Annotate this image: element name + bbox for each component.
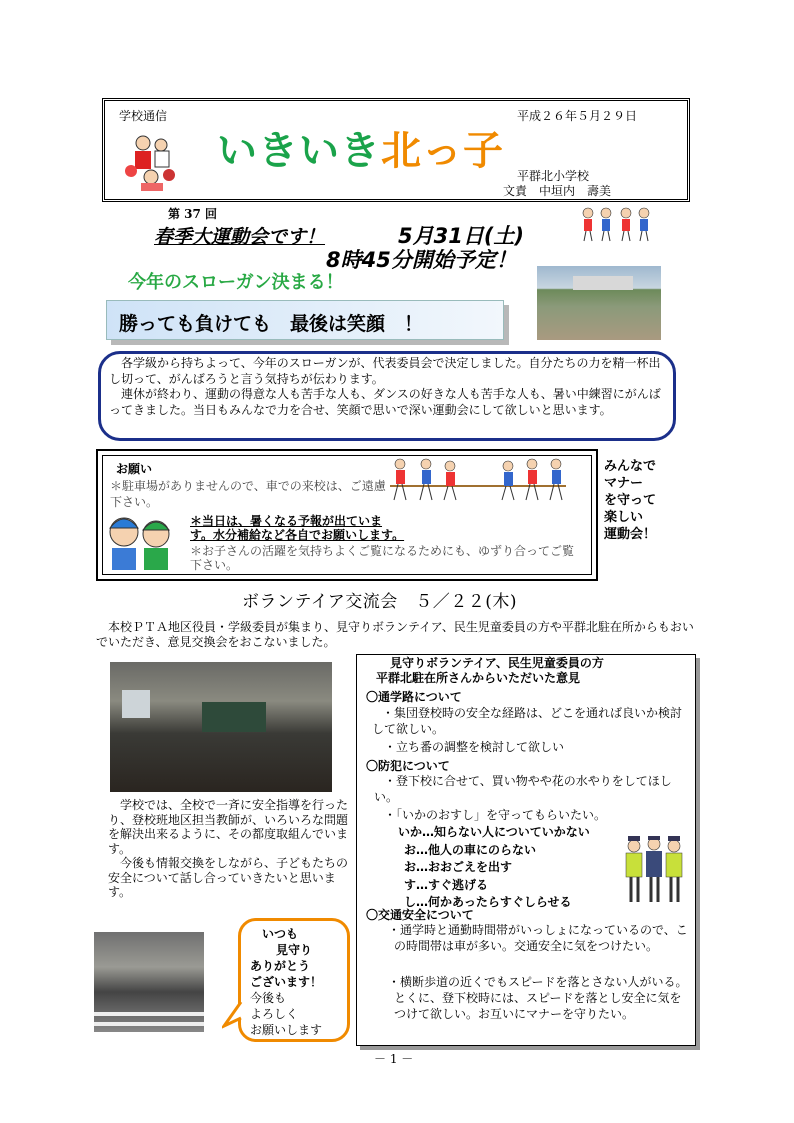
side-message-line: みんなで <box>604 459 657 474</box>
opinion-heading-traffic: 〇交通安全について <box>366 908 474 922</box>
page-number: － 1 － <box>374 1052 414 1066</box>
school-name: 平群北小学校 <box>517 169 590 183</box>
police-volunteers-icon <box>620 836 690 908</box>
school-news-label: 学校通信 <box>119 109 168 123</box>
request-item-share: ＊お子さんの活躍を気持ちよくご覧になるためにも、ゆずり合ってご覧下さい。 <box>190 544 575 572</box>
intro-paragraph-2: 連休が終わり、運動の得意な人も苦手な人も、ダンスの好きな人も苦手な人も、暑い中練習にがんばってきました。当日もみんなで力を合せ、笑顔で思いで深い運動会にして欲しいと思います。 <box>109 387 661 417</box>
request-item-heat <box>190 514 595 542</box>
opinion-traffic-1: ・通学時と通勤時間帯がいっしょになっているので、この時間帯は車が多い。交通安全に気をつけたい。 <box>388 923 688 953</box>
thanks-line: 今後も <box>250 991 287 1005</box>
newsletter-header <box>102 98 690 202</box>
event-time: 8時45分開始予定！ <box>326 248 517 272</box>
title-part-1: いきいき <box>217 128 381 174</box>
event-title: 春季大運動会です！ <box>154 226 326 248</box>
side-message-line: 楽しい <box>604 510 644 525</box>
ika-line: お…他人の車にのらない <box>404 842 537 857</box>
volunteer-body <box>108 798 350 900</box>
intro-paragraph-1: 各学級から持ちよって、今年のスローガンが、代表委員会で決定しました。自分たちの力を精一杯出し切って、がんばろうと言う気持ちが伝わります。 <box>109 356 661 386</box>
opinion-route-2: ・立ち番の調整を検討して欲しい <box>384 740 565 754</box>
event-date: 5月31日(土) <box>398 224 525 248</box>
ika-line: し…何かあったらすぐしらせる <box>404 895 572 909</box>
tug-of-war-icon <box>386 456 570 506</box>
ikanoosushi-list <box>398 824 590 912</box>
kids-drinking-icon <box>104 510 180 572</box>
side-message-line: マナー <box>604 476 644 491</box>
newsletter-title <box>217 119 504 176</box>
opinions-title-line-1: 見守りボランテイア、民生児童委員の方 <box>390 656 604 670</box>
side-message <box>604 458 656 543</box>
cheering-kids-icon <box>578 205 654 245</box>
issue-date: 平成２６年５月２９日 <box>517 109 638 123</box>
opinion-heading-route: 〇通学路について <box>366 690 462 704</box>
opinion-route-1: ・集団登校時の安全な経路は、どこを通れば良いか検討して欲しい。 <box>372 706 683 736</box>
opinions-title <box>376 656 604 686</box>
author-credit: 文責 中垣内 壽美 <box>503 184 612 198</box>
issue-number: 第 37 回 <box>168 207 218 221</box>
request-title: お願い <box>116 462 153 476</box>
sports-practice-photo <box>537 266 661 340</box>
slogan-heading: 今年のスローガン決まる！ <box>128 272 344 293</box>
ika-line: いか…知らない人についていかない <box>398 825 590 839</box>
side-message-line: を守って <box>604 493 657 508</box>
thanks-message <box>250 926 322 1038</box>
intro-text <box>109 356 669 418</box>
ika-line: す…すぐ逃げる <box>404 877 489 892</box>
heat-warning-line-1: ＊当日は、暑くなる予報が出ていま <box>190 514 383 528</box>
thanks-line: 見守り <box>276 943 313 957</box>
side-message-line: 運動会！ <box>604 527 657 542</box>
ika-line: お…おおごえを出す <box>404 860 513 874</box>
thanks-line: お願いします <box>250 1023 323 1037</box>
volunteer-intro: 本校ＰＴＡ地区役員・学級委員が集まり、見守りボランテイア、民生児童委員の方や平群北駐在所からもおいでいただき、意見交換会をおこないました。 <box>96 620 694 649</box>
thanks-line: ございます！ <box>250 975 323 989</box>
intro-box <box>98 351 676 441</box>
speech-bubble-tail-icon <box>222 1000 244 1030</box>
slogan-banner <box>106 300 504 340</box>
thanks-line: いつも <box>262 927 299 941</box>
opinion-crime-1: ・登下校に合せて、買い物やや花の水やりをしてほしい。 <box>374 774 672 804</box>
opinion-traffic-2: ・横断歩道の近くでもスピードを落とさない人がいる。とくに、登下校時には、スピードを落とし安全に気をつけて欲しい。お互いにマナーを守りたい。 <box>388 975 688 1021</box>
crosswalk-photo <box>94 932 204 1032</box>
request-item-parking: ＊駐車場がありませんので、車での来校は、ご遠慮下さい。 <box>110 479 386 509</box>
thanks-line: よろしく <box>250 1007 299 1021</box>
volunteer-section-title: ボランテイア交流会 ５／２２(木) <box>242 592 518 612</box>
title-part-2: 北っ子 <box>381 128 504 174</box>
heat-warning-line-2: す。水分補給など各自でお願いします。 <box>190 528 405 542</box>
volunteer-paragraph-2: 今後も情報交換をしながら、子どもたちの安全について話し合っていきたいと思います。 <box>108 856 349 899</box>
header-illustration-icon <box>121 131 179 193</box>
thanks-line: ありがとう <box>250 959 311 973</box>
slogan-text: 勝っても負けても 最後は笑顔 ！ <box>119 313 424 335</box>
opinion-crime-2: ・「いかのおすし」を守ってもらいたい。 <box>384 808 607 822</box>
opinions-title-line-2: 平群北駐在所さんからいただいた意見 <box>376 671 581 685</box>
volunteer-paragraph-1: 学校では、全校で一斉に安全指導を行ったり、登校班地区担当教師が、いろいろな問題を解決出来るように、その都度取組んでいます。 <box>108 798 349 856</box>
opinion-heading-crime: 〇防犯について <box>366 759 450 773</box>
meeting-photo <box>110 662 332 792</box>
